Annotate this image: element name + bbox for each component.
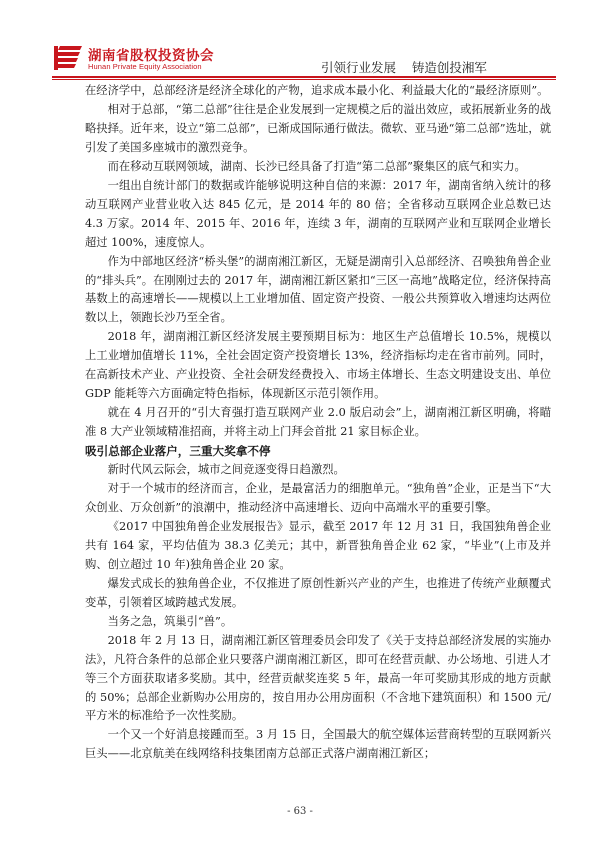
paragraph: 《2017 中国独角兽企业发展报告》显示，截至 2017 年 12 月 31 日，我国独角兽企业共有 164 家，平均估值为 38.3 亿美元；其中，新晋独角兽企业 62 家，“毕业”(上市及并购、创立超过 10 年)独角兽企业 20 家。 <box>85 519 551 571</box>
header-slogan: 引领行业发展 铸造创投湘军 <box>321 60 487 75</box>
paragraph: 相对于总部，“第二总部”往往是企业发展到一定规模之后的溢出效应，或拓展新业务的战略抉择。近年来，设立“第二总部”，已渐成国际通行做法。微软、亚马逊“第二总部”选址，就引发了美国多座城市的激烈竞争。 <box>85 102 551 154</box>
page-header <box>0 0 600 76</box>
paragraph: 就在 4 月召开的“引大育强打造互联网产业 2.0 版启动会”上，湖南湘江新区明确，将瞄准 8 大产业领域精准招商，并将主动上门拜会首批 21 家目标企业。 <box>85 406 551 439</box>
section-heading: 吸引总部企业落户，三重大奖拿不停 <box>85 444 271 459</box>
paragraph: 2018 年，湖南湘江新区经济发展主要预期目标为：地区生产总值增长 10.5%，规模以上工业增加值增长 11%，全社会固定资产投资增长 13%，经济指标均走在省市前列。同时，在高新技术产业、产业投资、全社会研发经费投入、市场主体增长、生态文明建设支出、单位 GDP 能耗等六方面确定特色指标，体现新区示范引领作用。 <box>85 330 551 401</box>
organization-name-english: Hunan Private Equity Association <box>88 62 202 71</box>
paragraph: 对于一个城市的经济而言，企业，是最富活力的细胞单元。“独角兽”企业，正是当下“大众创业、万众创新”的浪潮中，推动经济中高速增长、迈向中高端水平的重要引擎。 <box>85 482 551 514</box>
paragraph: 2018 年 2 月 13 日，湖南湘江新区管理委员会印发了《关于支持总部经济发展的实施办法》，凡符合条件的总部企业只要落户湖南湘江新区，即可在经营贡献、办公场地、引进人才等三个方面获取诸多奖励。其中，经营贡献奖连奖 5 年，最高一年可奖励其形成的地方贡献的 50%；总部企业新购办公用房的，按自用办公用房面积（不含地下建筑面积）和 1500 元/平方米的标准给予一次性奖励。 <box>85 633 551 723</box>
paragraph: 新时代风云际会，城市之间竞逐变得日趋激烈。 <box>107 463 345 477</box>
header-rule-thick <box>52 76 556 78</box>
page-number: - 63 - <box>287 806 313 817</box>
association-logo-icon <box>54 44 84 72</box>
paragraph: 一组出自统计部门的数据或许能够说明这种自信的来源：2017 年，湖南省纳入统计的移动互联网产业营业收入达 845 亿元，是 2014 年的 80 倍；全省移动互联网企业总数已达 4.3 万家。2014 年、2015 年、2016 年，连续 3 年，湖南的互联网产业和互联网企业增长超过 100%，速度惊人。 <box>85 178 551 249</box>
paragraph: 当务之急，筑巢引“兽”。 <box>107 614 233 628</box>
organization-name: 湖南省股权投资协会 <box>88 48 214 64</box>
header-rule-thin <box>52 79 556 80</box>
article-body <box>85 82 551 764</box>
paragraph: 一个又一个好消息接踵而至。3 月 15 日，全国最大的航空媒体运营商转型的互联网新兴巨头——北京航美在线网络科技集团南方总部正式落户湖南湘江新区； <box>85 728 551 761</box>
paragraph: 而在移动互联网领域，湖南、长沙已经具备了打造“第二总部”聚集区的底气和实力。 <box>107 159 526 173</box>
paragraph: 作为中部地区经济“桥头堡”的湖南湘江新区，无疑是湖南引入总部经济、召唤独角兽企业的“排头兵”。在刚刚过去的 2017 年，湖南湘江新区紧扣“三区一高地”战略定位，经济保持高基数上的高速增长——规模以上工业增加值、固定资产投资、一般公共预算收入增速均达两位数以上，领跑长沙乃至全省。 <box>85 254 551 325</box>
paragraph: 爆发式成长的独角兽企业，不仅推进了原创性新兴产业的产生，也推进了传统产业颠覆式变革，引领着区域跨越式发展。 <box>85 576 551 609</box>
paragraph: 在经济学中，总部经济是经济全球化的产物，追求成本最小化、利益最大化的“最经济原则”。 <box>85 84 549 97</box>
